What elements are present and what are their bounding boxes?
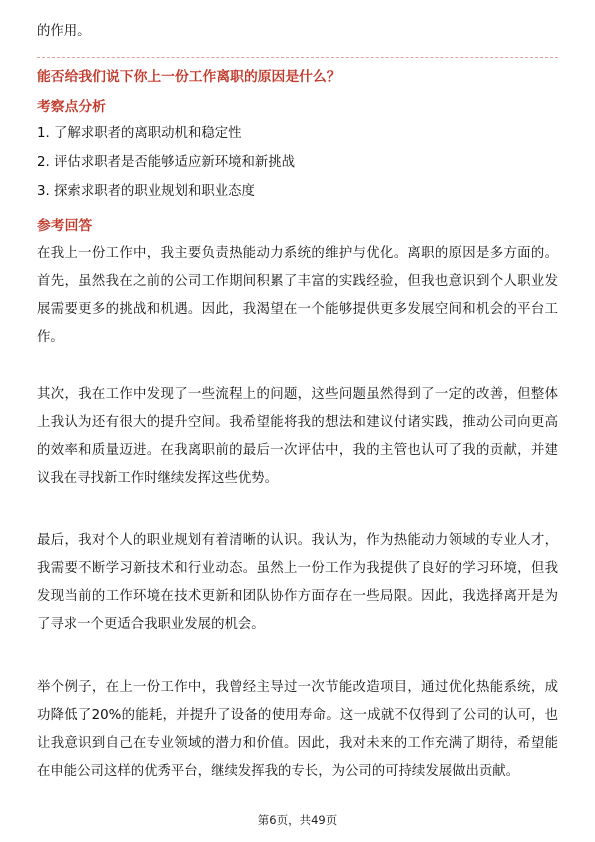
answer-paragraph-3-text: 最后，我对个人的职业规划有着清晰的认识。我认为，作为热能动力领域的专业人才，我需要不断学习新技术和行业动态。虽然上一份工作为我提供了良好的学习环境，但我发现当前的工作环境在技术更新和团队协作方面存在一些局限。因此，我选择离开是为了寻求一个更适合我职业发展的机会。 [37, 533, 558, 632]
analysis-title: 考察点分析 [37, 99, 106, 115]
analysis-item-2: 2. 评估求职者是否能够适应新环境和新挑战 [37, 155, 296, 170]
page-number: 第6页，共49页 [257, 813, 338, 827]
answer-paragraph-2-text: 其次，我在工作中发现了一些流程上的问题，这些问题虽然得到了一定的改善，但整体上我认为还有很大的提升空间。我希望能将我的想法和建议付诸实践，推动公司向更高的效率和质量迈进。在我离职前的最后一次评估中，我的主管也认可了我的贡献，并建议我在寻找新工作时继续发挥这些优势。 [37, 387, 558, 486]
answer-paragraph-4-text: 举个例子，在上一份工作中，我曾经主导过一次节能改造项目，通过优化热能系统，成功降低了20%的能耗，并提升了设备的使用寿命。这一成就不仅得到了公司的认可，也让我意识到自己在专业领域的潜力和价值。因此，我对未来的工作充满了期待，希望能在申能公司这样的优秀平台，继续发挥我的专长，为公司的可持续发展做出贡献。 [37, 680, 558, 779]
answer-paragraph-2 [37, 381, 558, 493]
analysis-item-3: 3. 探索求职者的职业规划和职业态度 [37, 184, 255, 199]
section-divider [37, 57, 558, 58]
answer-paragraph-3 [37, 527, 558, 639]
answer-paragraph-1 [37, 240, 558, 352]
question-heading: 能否给我们说下你上一份工作离职的原因是什么？ [37, 69, 341, 85]
continued-text: 的作用。 [37, 24, 91, 39]
analysis-item-1: 1. 了解求职者的离职动机和稳定性 [37, 126, 242, 141]
reference-title: 参考回答 [37, 218, 93, 234]
answer-paragraph-1-text: 在我上一份工作中，我主要负责热能动力系统的维护与优化。离职的原因是多方面的。首先，虽然我在之前的公司工作期间积累了丰富的实践经验，但我也意识到个人职业发展需要更多的挑战和机遇。因此，我渴望在一个能够提供更多发展空间和机会的平台工作。 [37, 246, 558, 345]
answer-paragraph-4 [37, 674, 558, 786]
